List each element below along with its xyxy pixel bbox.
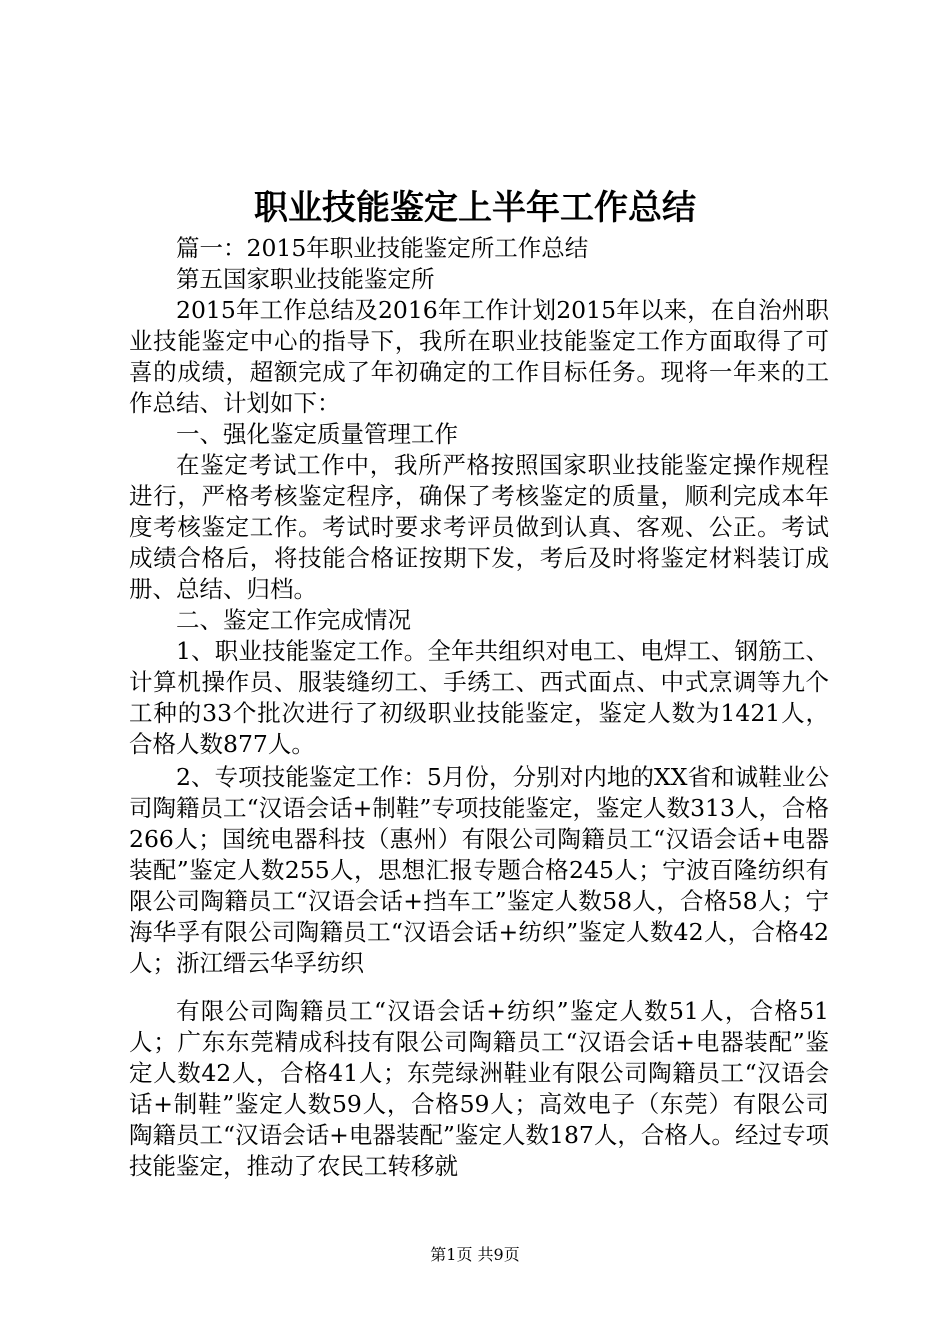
page-footer: 第1页 共9页 [430,1245,520,1264]
paragraph-org-name: 第五国家职业技能鉴定所 [176,265,435,293]
paragraph-section-2-heading: 二、鉴定工作完成情况 [176,606,411,634]
paragraph-item-2: 2、专项技能鉴定工作：5月份，分别对内地的XX省和诚鞋业公司陶籍员工“汉语会话+制鞋”专项技能鉴定，鉴定人数313人，合格266人；国统电器科技（惠州）有限公司陶籍员工“汉语会话+电器装配”鉴定人数255人，思想汇报专题合格245人；宁波百隆纺织有限公司陶籍员工“汉语会话+挡车工”鉴定人数58人，合格58人；宁海华孚有限公司陶籍员工“汉语会话+纺织”鉴定人数42人，合格42人；浙江缙云华孚纺织 [129,763,829,977]
paragraph-heading-1: 篇一：2015年职业技能鉴定所工作总结 [176,234,589,262]
paragraph-intro: 2015年工作总结及2016年工作计划2015年以来，在自治州职业技能鉴定中心的指导下，我所在职业技能鉴定工作方面取得了可喜的成绩，超额完成了年初确定的工作目标任务。现将一年来的工作总结、计划如下： [129,296,829,417]
document-body [129,233,829,979]
paragraph-section-1-body: 在鉴定考试工作中，我所严格按照国家职业技能鉴定操作规程进行，严格考核鉴定程序，确保了考核鉴定的质量，顺利完成本年度考核鉴定工作。考试时要求考评员做到认真、客观、公正。考试成绩合格后，将技能合格证按期下发，考后及时将鉴定材料装订成册、总结、归档。 [129,451,829,603]
page-title: 职业技能鉴定上半年工作总结 [254,188,696,228]
document-body-continued [129,996,829,1182]
paragraph-item-2-continued: 有限公司陶籍员工“汉语会话+纺织”鉴定人数51人，合格51人；广东东莞精成科技有限公司陶籍员工“汉语会话+电器装配”鉴定人数42人，合格41人；东莞绿洲鞋业有限公司陶籍员工“汉语会话+制鞋”鉴定人数59人，合格59人；高效电子（东莞）有限公司陶籍员工“汉语会话+电器装配”鉴定人数187人，合格人。经过专项技能鉴定，推动了农民工转移就 [129,997,829,1180]
paragraph-section-1-heading: 一、强化鉴定质量管理工作 [176,420,458,448]
paragraph-item-1: 1、职业技能鉴定工作。全年共组织对电工、电焊工、钢筋工、计算机操作员、服装缝纫工、手绣工、西式面点、中式烹调等九个工种的33个批次进行了初级职业技能鉴定，鉴定人数为1421人，合格人数877人。 [129,637,829,758]
